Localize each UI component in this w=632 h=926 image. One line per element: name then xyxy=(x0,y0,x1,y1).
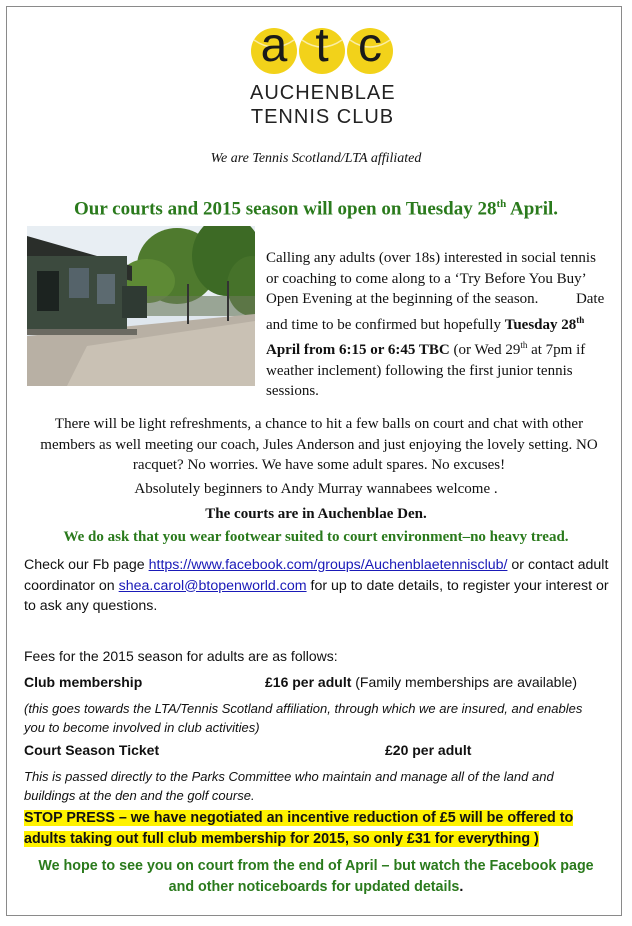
intro-alt-sup: th xyxy=(520,340,528,350)
location-line: The courts are in Auchenblae Den. xyxy=(205,506,427,522)
fees-intro: Fees for the 2015 season for adults are as follows: xyxy=(24,648,338,664)
stop-press-line1: STOP PRESS – we have negotiated an incentive reduction of £5 will be offered to xyxy=(24,810,574,826)
stop-press-notice xyxy=(24,808,614,850)
logo-club-name-line2: TENNIS CLUB xyxy=(250,106,395,128)
logo-letter-t: t xyxy=(315,19,329,72)
intro-text-2: (or Wed 29 xyxy=(449,342,521,358)
season-ticket-price: £20 per adult xyxy=(385,742,472,758)
logo-club-name-line1: AUCHENBLAE xyxy=(250,82,396,104)
club-membership-label: Club membership xyxy=(24,674,143,690)
contact-paragraph xyxy=(24,555,614,617)
intro-text-1b: Date and time to be confirmed but hopefully xyxy=(266,291,605,333)
logo-letter-a: a xyxy=(260,19,288,72)
contact-text-1: Check our Fb page xyxy=(24,557,149,573)
beginners-line: Absolutely beginners to Andy Murray wannabees welcome . xyxy=(134,481,498,497)
closing-line2: and other noticeboards for updated details xyxy=(168,879,460,895)
closing-message xyxy=(0,856,632,898)
club-membership-price-row xyxy=(265,674,577,690)
email-link[interactable]: shea.carol@btopenworld.com xyxy=(118,577,307,594)
footwear-line: We do ask that you wear footwear suited to court environment–no heavy tread. xyxy=(63,529,569,545)
intro-date-bold: Tuesday 28 xyxy=(504,316,577,333)
contact-text-2: or contact adult coordinator on xyxy=(24,557,609,594)
club-logo xyxy=(250,19,396,132)
headline-sup: th xyxy=(496,198,507,210)
refreshments-paragraph: There will be light refreshments, a chance to hit a few balls on court and chat with other members as well meeting our coach, Jules Anderson and just enjoying the lovely setting. NO racquet? No worries. We have some adult spares. No excuses! xyxy=(40,416,598,473)
facebook-link[interactable]: https://www.facebook.com/groups/Auchenblaetennisclub/ xyxy=(148,557,508,573)
headline-text-end: April. xyxy=(506,198,558,220)
club-membership-desc: (this goes towards the LTA/Tennis Scotland affiliation, through which we are insured, and enables you to become involved in club activities) xyxy=(24,701,583,735)
stop-press-line2: adults taking out full club membership for 2015, so only £31 for everything ) xyxy=(24,831,539,847)
closing-line1: We hope to see you on court from the end of April – but watch the Facebook page xyxy=(38,858,594,874)
affiliation-text: We are Tennis Scotland/LTA affiliated xyxy=(210,151,422,166)
season-ticket-desc: This is passed directly to the Parks Committee who maintain and manage all of the land and buildings at the den and the golf course. xyxy=(24,769,554,803)
season-ticket-label: Court Season Ticket xyxy=(24,742,160,758)
clubhouse-photo xyxy=(27,226,255,386)
closing-period: . xyxy=(459,879,464,895)
intro-date-sup: th xyxy=(576,314,585,325)
intro-text-3: at 7pm if weather inclement) following the first junior tennis sessions. xyxy=(266,342,586,399)
club-membership-note: (Family memberships are available) xyxy=(351,674,578,690)
contact-text-3: for up to date details, to register your interest or to ask any questions. xyxy=(24,577,609,614)
headline xyxy=(0,198,632,220)
intro-paragraph xyxy=(266,248,611,402)
logo-letter-c: c xyxy=(358,19,382,72)
club-membership-price: £16 per adult xyxy=(265,674,352,690)
intro-text-1: Calling any adults (over 18s) interested in social tennis or coaching to come along to a ‘Try Before You Buy’ Open Evening at the beginning of the season. xyxy=(266,250,596,307)
intro-time-bold: April from 6:15 or 6:45 TBC xyxy=(266,342,450,358)
headline-text: Our courts and 2015 season will open on Tuesday 28 xyxy=(73,198,497,220)
